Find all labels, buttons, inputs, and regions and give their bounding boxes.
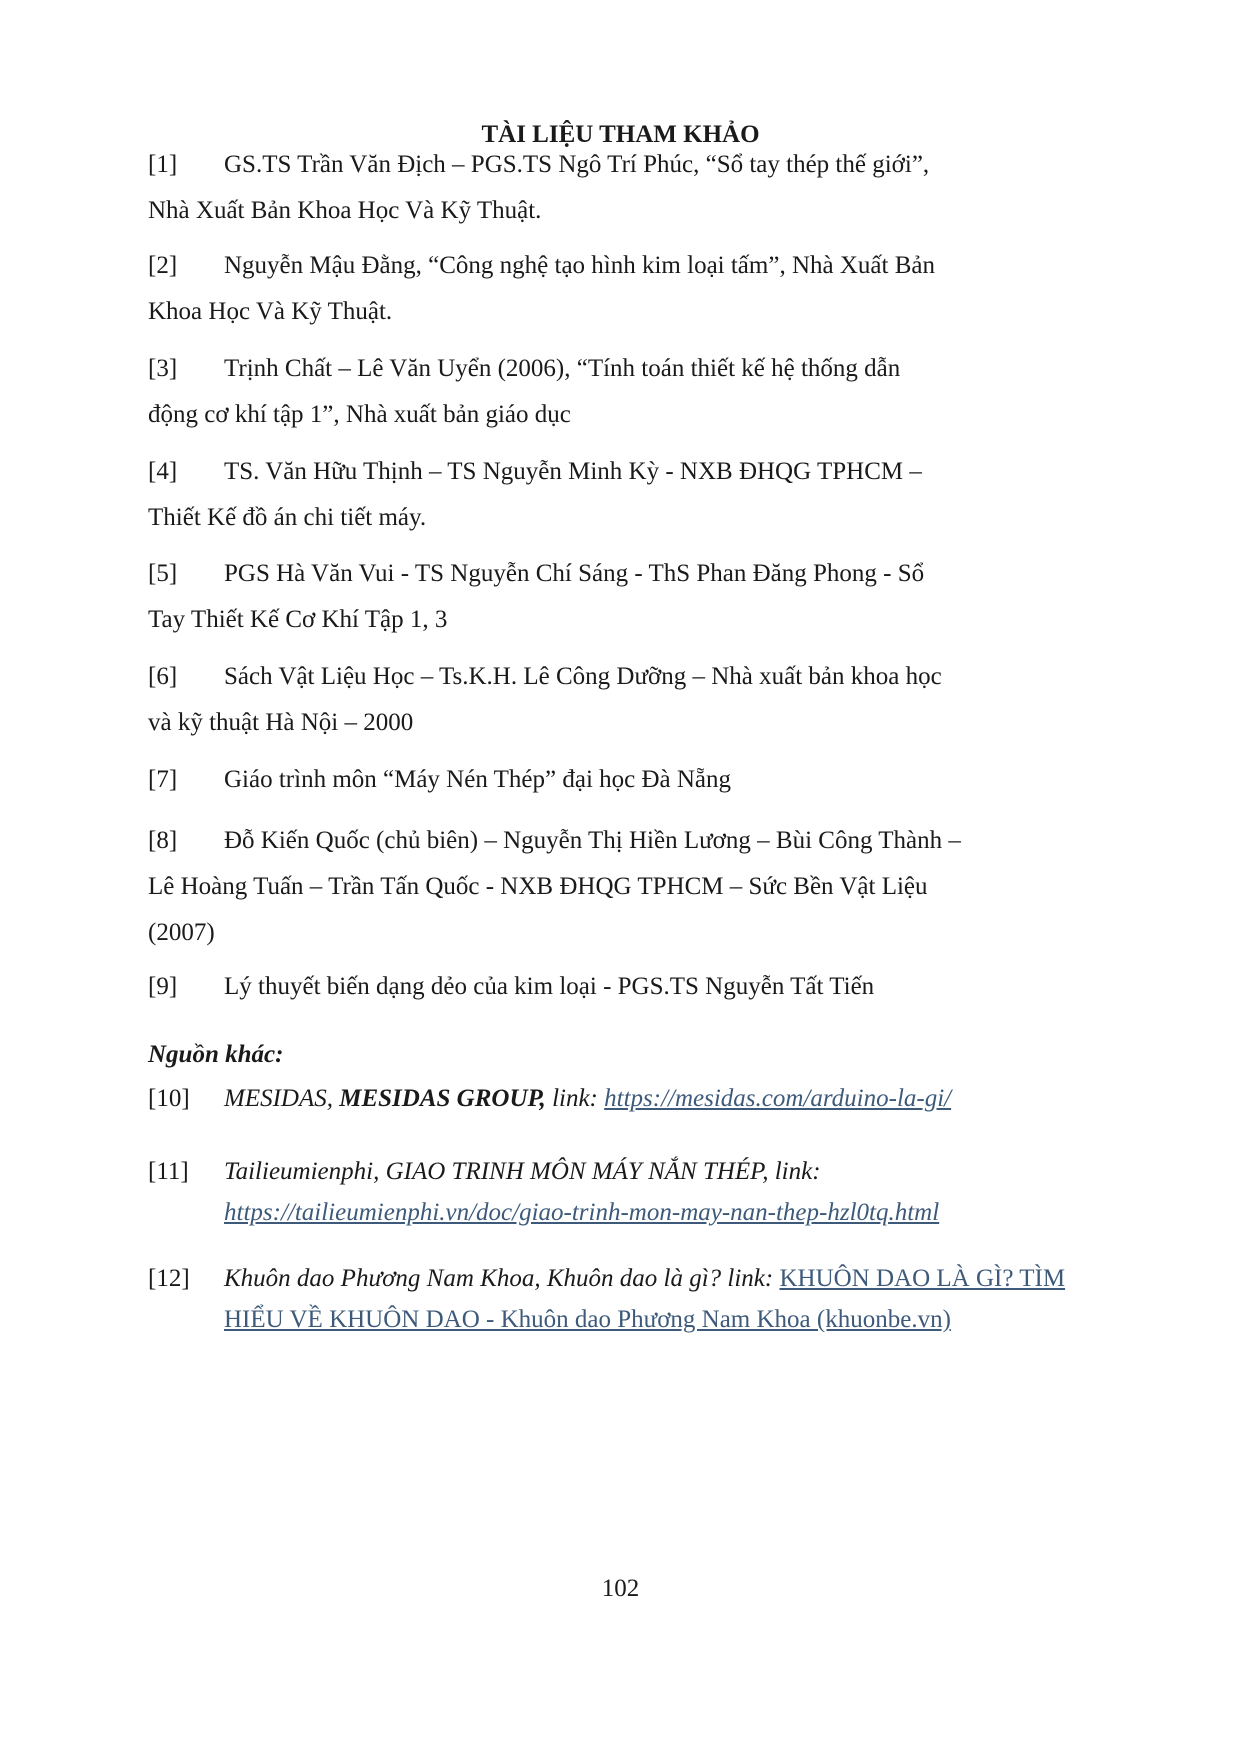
reference-number: [4] (148, 458, 178, 485)
other-sources-heading: Nguồn khác: (148, 1041, 284, 1068)
reference-number: [10] (148, 1085, 190, 1112)
reference-text-line1: Lý thuyết biến dạng dẻo của kim loại - PGS.TS Nguyễn Tất Tiến (224, 973, 875, 1000)
reference-3 (148, 346, 1053, 438)
reference-text-line2: Thiết Kế đồ án chi tiết máy. (148, 504, 427, 531)
reference-text-line1: Nguyễn Mậu Đằng, “Công nghệ tạo hình kim loại tấm”, Nhà Xuất Bản (224, 252, 935, 279)
reference-9 (148, 964, 1053, 1010)
reference-text-line1: Trịnh Chất – Lê Văn Uyển (2006), “Tính toán thiết kế hệ thống dẫn (224, 355, 901, 382)
reference-text-line2: động cơ khí tập 1”, Nhà xuất bản giáo dục (148, 401, 571, 428)
reference-link-text-1[interactable]: KHUÔN DAO LÀ GÌ? TÌM (779, 1265, 1066, 1292)
reference-number: [11] (148, 1158, 189, 1185)
reference-link-label: link: (545, 1085, 605, 1112)
reference-number: [5] (148, 560, 178, 587)
reference-text-line2: Khoa Học Và Kỹ Thuật. (148, 298, 393, 325)
reference-number: [7] (148, 766, 178, 793)
reference-11 (148, 1151, 1053, 1233)
reference-7 (148, 757, 1053, 803)
reference-url-link[interactable]: https://tailieumienphi.vn/doc/giao-trinh-mon-may-nan-thep-hzl0tq.html (224, 1199, 940, 1226)
reference-4 (148, 449, 1053, 541)
reference-text-line1: Đỗ Kiến Quốc (chủ biên) – Nguyễn Thị Hiền Lương – Bùi Công Thành – (224, 827, 961, 854)
reference-number: [3] (148, 355, 178, 382)
reference-text-line2: Nhà Xuất Bản Khoa Học Và Kỹ Thuật. (148, 197, 542, 224)
reference-number: [2] (148, 252, 178, 279)
reference-source: MESIDAS, (224, 1085, 340, 1112)
reference-10 (148, 1078, 1053, 1119)
page-title: TÀI LIỆU THAM KHẢO (481, 121, 760, 148)
reference-2 (148, 243, 1053, 335)
reference-number: [6] (148, 663, 178, 690)
reference-number: [12] (148, 1265, 190, 1292)
reference-text-line1: Sách Vật Liệu Học – Ts.K.H. Lê Công Dưỡng – Nhà xuất bản khoa học (224, 663, 942, 690)
reference-1 (148, 142, 1053, 234)
reference-number: [9] (148, 973, 178, 1000)
reference-text-line1: TS. Văn Hữu Thịnh – TS Nguyễn Minh Kỳ - NXB ĐHQG TPHCM – (224, 458, 922, 485)
reference-text-line1: PGS Hà Văn Vui - TS Nguyễn Chí Sáng - ThS Phan Đăng Phong - Sổ (224, 560, 925, 587)
reference-text-line2: và kỹ thuật Hà Nội – 2000 (148, 709, 414, 736)
reference-text-line3: (2007) (148, 919, 215, 946)
reference-source-bold: MESIDAS GROUP, (339, 1085, 546, 1112)
reference-text-line1: Giáo trình môn “Máy Nén Thép” đại học Đà Nẵng (224, 766, 732, 793)
reference-text-line2: Lê Hoàng Tuấn – Trần Tấn Quốc - NXB ĐHQG TPHCM – Sức Bền Vật Liệu (148, 873, 928, 900)
reference-5 (148, 551, 1053, 643)
reference-number: [1] (148, 151, 178, 178)
reference-url-link[interactable]: https://mesidas.com/arduino-la-gi/ (604, 1085, 952, 1112)
reference-12 (148, 1258, 1088, 1340)
reference-text-line1: GS.TS Trần Văn Địch – PGS.TS Ngô Trí Phúc, “Sổ tay thép thế giới”, (224, 151, 930, 178)
reference-link-text-2[interactable]: HIỂU VỀ KHUÔN DAO - Khuôn dao Phương Nam Khoa (khuonbe.vn) (224, 1306, 951, 1333)
reference-8 (148, 818, 1053, 956)
reference-source: Tailieumienphi, GIAO TRINH MÔN MÁY NẮN THÉP, link: (224, 1158, 821, 1185)
page-number: 102 (601, 1575, 640, 1602)
reference-6 (148, 654, 1053, 746)
reference-number: [8] (148, 827, 178, 854)
reference-text-line2: Tay Thiết Kế Cơ Khí Tập 1, 3 (148, 606, 448, 633)
reference-source: Khuôn dao Phương Nam Khoa, Khuôn dao là gì? link: (224, 1265, 780, 1292)
